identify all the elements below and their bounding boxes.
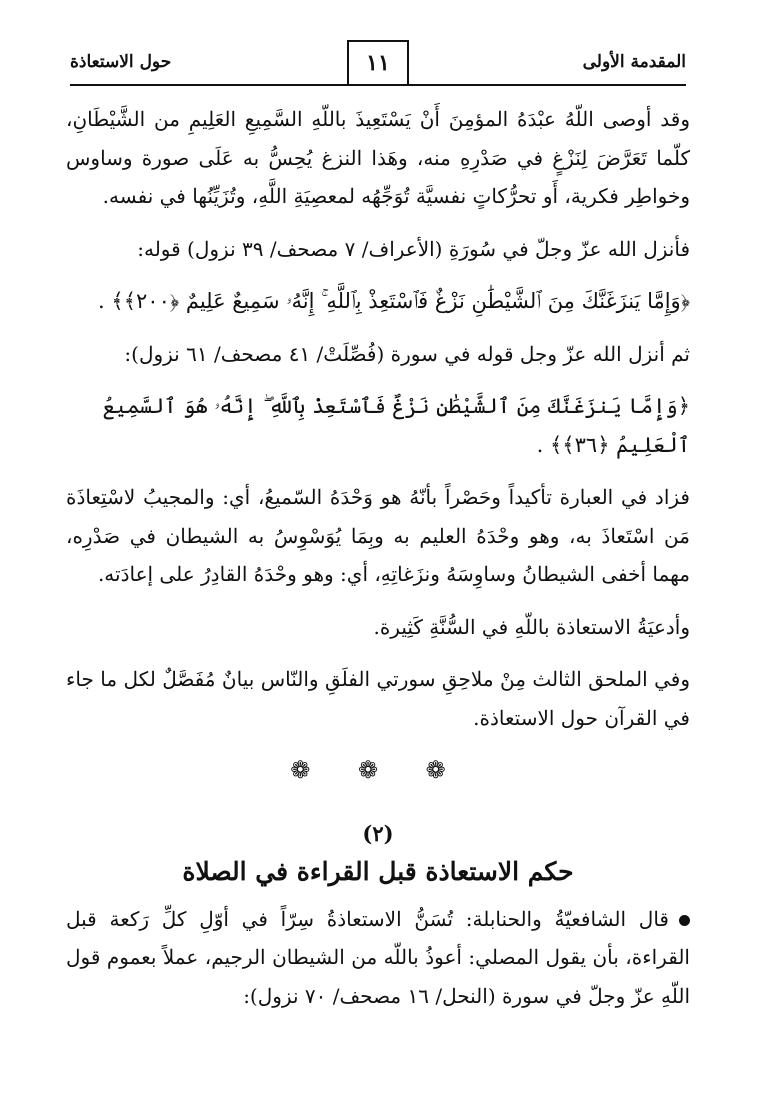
paragraph-1: وقد أوصى اللّهُ عبْدَهُ المؤمِنَ أَنْ يَسْتَعِيذَ باللّهِ السَّمِيعِ العَلِيمِ من الشَّيْطَانِ، كلّما تَعَرَّضَ لِنَزْغٍ في صَدْرِهِ منه، وهَذا النزغ يُحِسُّ به عَلَى صورة وساوس وخواطِر فكرية، أَو تحرُّكاتٍ نفسيَّة تُوَجِّهُه لمعصِيَةِ اللَّهِ، وتُزَيِّنُها في نفسه. [66, 107, 690, 208]
section-title: حكم الاستعاذة قبل القراءة في الصلاة [182, 856, 574, 886]
bullet-icon [679, 915, 690, 926]
section-paragraph-1-text: قال الشافعيّةُ والحنابلة: تُسَنُّ الاستعاذةُ سِرّاً في أوّلِ كلِّ رَكعة قبل القراءة، بأن يقول المصلي: أعوذُ باللّه من الشيطان الرجيم، عملاً بعموم قول اللّهِ عزّ وجلّ في سورة (النحل/ ١٦ مصحف/ ٧٠ نزول): [66, 906, 690, 1008]
paragraph-3: ثم أنزل الله عزّ وجل قوله في سورة (فُصِّلَتْ/ ٤١ مصحف/ ٦١ نزول): [124, 341, 690, 366]
section-number: (٢) [362, 820, 394, 846]
page-number: ١١ [347, 40, 409, 84]
paragraph-4: فزاد في العبارة تأكيداً وحَصْراً بأنّهُ هو وَحْدَهُ السّميعُ، أي: والمجيبُ لاسْتِعاذَة مَن اسْتَعاذَ به، وهو وحْدَهُ العليم به وبِمَا يُوَسْوِسُ به الشيطان في صَدْرِه، مهما أخفى الشيطانُ وساوِسَهُ ونزَغاتِهِ، أي: وهو وحْدَهُ القادِرُ على إعادَته. [66, 485, 690, 586]
running-header [70, 40, 686, 86]
paragraph-5: وأدعيَةُ الاستعاذة باللّهِ في السُّنَّةِ كَثِيرة. [373, 614, 690, 639]
paragraph-6: وفي الملحق الثالث مِنْ ملاحِقِ سورتي الفلَقِ والنّاس بيانٌ مُفَصَّلٌ لكل ما جاء في القرآن حول الاستعاذة. [66, 667, 690, 730]
section-running-title: حول الاستعاذة [70, 52, 172, 72]
quran-verse-1: ﴿وَإِمَّا يَنزَغَنَّكَ مِنَ ٱلشَّيْطَٰنِ نَزْغٌ فَٱسْتَعِذْ بِٱللَّهِ ۚ إِنَّهُۥ سَمِيعٌ عَلِيمٌ ﴿٢٠٠﴾﴾ . [98, 289, 690, 313]
section-separator: ❁ ❁ ❁ [290, 756, 466, 784]
paragraph-2: فأنزل الله عزّ وجلّ في سُورَةِ (الأعراف/ ٧ مصحف/ ٣٩ نزول) قوله: [137, 236, 690, 261]
quran-verse-2: ﴿وَإِمَّا يَنزَغَنَّكَ مِنَ ٱلشَّيْطَٰنِ نَزْغٌ فَٱسْتَعِذْ بِٱللَّهِ ۖ إِنَّهُۥ هُوَ ٱلسَّمِيعُ ٱلْعَلِيمُ ﴿٣٦﴾﴾ . [102, 394, 690, 457]
section-paragraph-1 [66, 900, 690, 1016]
page-body [66, 100, 690, 1015]
chapter-title: المقدمة الأولى [582, 52, 686, 72]
